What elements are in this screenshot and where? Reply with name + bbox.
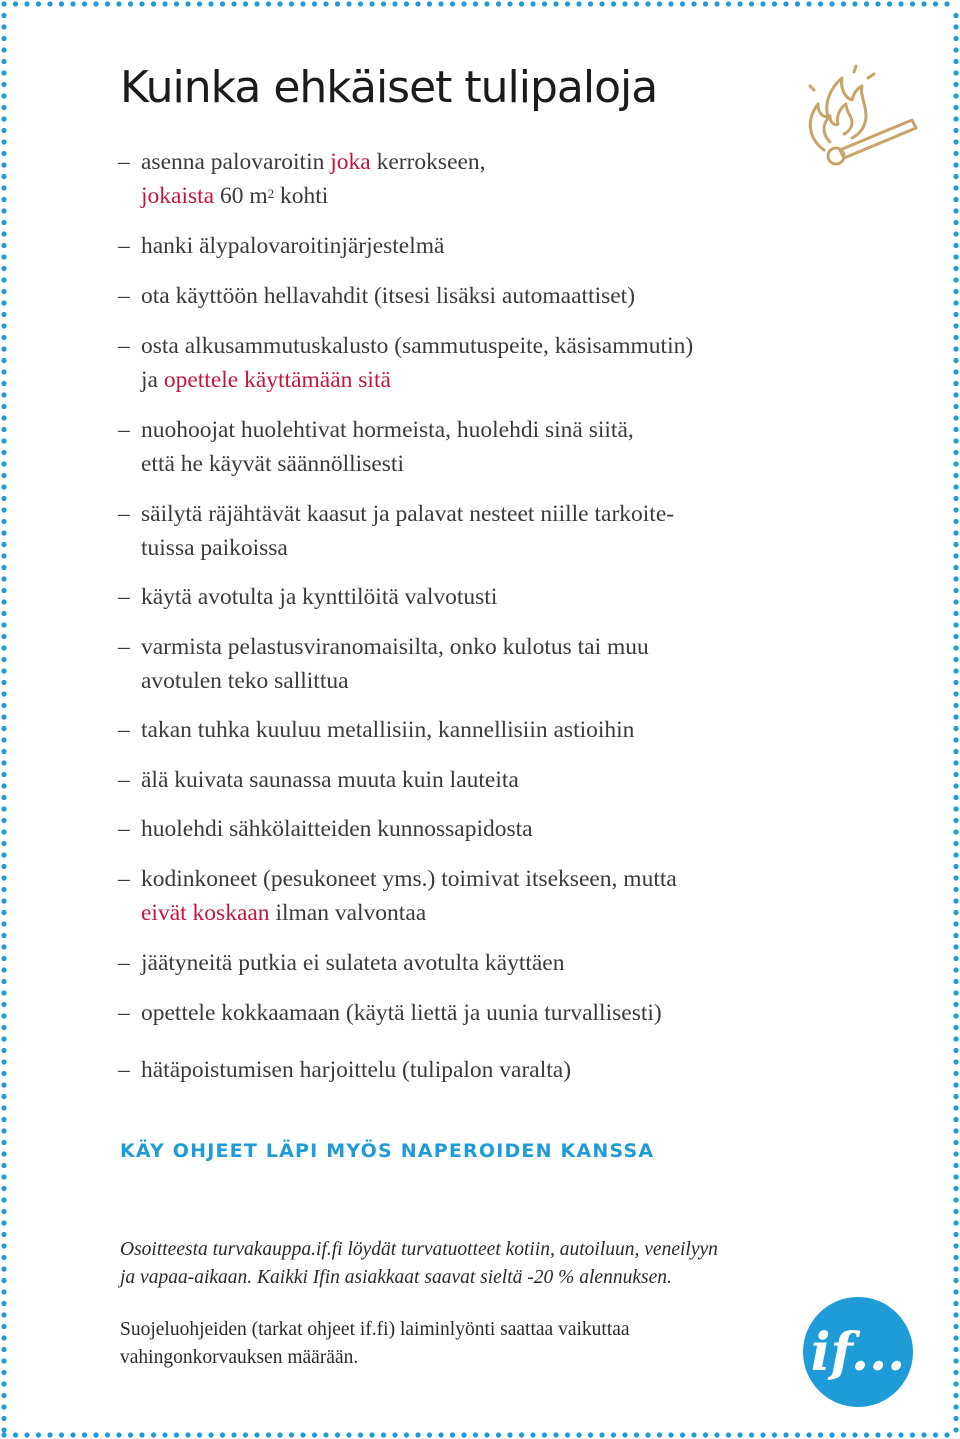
list-item-text: hätäpoistumisen harjoittelu (tulipalon varalta) [141,1057,572,1083]
list-item [118,229,818,263]
disclaimer [120,1316,800,1372]
list-item [118,713,818,747]
list-item-text: käytä avotulta ja kynttilöitä valvotusti [141,584,498,610]
list-dash: – [118,501,130,527]
list-dash: – [118,767,130,793]
list-item-text: takan tuhka kuuluu metallisiin, kannellisiin astioihin [141,717,635,743]
list-item-text: avotulen teko sallittua [141,668,349,694]
list-item-text: älä kuivata saunassa muuta kuin lauteita [141,767,519,793]
list-item-text: varmista pelastusviranomaisilta, onko kulotus tai muu [141,634,649,660]
subheading: KÄY OHJEET LÄPI MYÖS NAPEROIDEN KANSSA [120,1140,655,1162]
list-item [118,996,818,1030]
list-item [118,946,818,980]
list-dash: – [118,1000,130,1026]
superscript: 2 [267,186,275,201]
list-item [118,580,818,614]
list-dash: – [118,149,130,175]
disclaimer-line: vahingonkorvauksen määrään. [120,1347,359,1368]
logo-text: if... [810,1322,906,1383]
list-dash: – [118,417,130,443]
list-item: – asenna palovaroitin joka kerrokseen, jokaista 60 $m^2$ kohti [118,145,818,213]
list-item-text: säilytä räjähtävät kaasut ja palavat nesteet niille tarkoite- [141,501,675,527]
list-item [118,763,818,797]
list-dash: – [118,283,130,309]
list-dash: – [118,634,130,660]
list-item [118,279,818,313]
highlight-text: joka [330,149,371,175]
list-item-text: kodinkoneet (pesukoneet yms.) toimivat itsekseen, mutta [141,866,677,892]
list-dash: – [118,950,130,976]
list-dash: – [118,233,130,259]
list-item-text: tuissa paikoissa [141,535,288,561]
list-item [118,413,818,481]
list-dash: – [118,717,130,743]
list-item: – kodinkoneet (pesukoneet yms.) toimivat itsekseen, mutta eivät koskaan ilman valvontaa [118,862,818,930]
list-dash: – [118,1057,130,1083]
list-item-text: että he käyvät säännöllisesti [141,451,404,477]
list-item [118,812,818,846]
list-item-text: huolehdi sähkölaitteiden kunnossapidosta [141,816,533,842]
list-item-text: osta alkusammutuskalusto (sammutuspeite, käsisammutin) [141,333,694,359]
list-item [118,630,818,698]
list-item-text: nuohoojat huolehtivat hormeista, huolehdi sinä siitä, [141,417,634,443]
list-item-text: hanki älypalovaroitinjärjestelmä [141,233,445,259]
note-line: ja vapaa-aikaan. Kaikki Ifin asiakkaat saavat sieltä -20 % alennuksen. [120,1267,672,1288]
highlight-text: opettele käyttämään sitä [163,367,391,393]
list-item-text: opettele kokkaamaan (käytä liettä ja uunia turvallisesti) [141,1000,662,1026]
disclaimer-line: Suojeluohjeiden (tarkat ohjeet if.fi) laiminlyönti saattaa vaikuttaa [120,1319,630,1340]
if-logo [802,1296,914,1408]
list-item [118,1053,818,1087]
list-item-text: jäätyneitä putkia ei sulateta avotulta käyttäen [141,950,565,976]
shop-note [120,1236,820,1292]
highlight-text: jokaista [141,183,215,209]
list-dash: – [118,816,130,842]
list-dash: – [118,584,130,610]
list-item [118,497,818,565]
highlight-text: eivät koskaan [141,900,270,926]
list-dash: – [118,333,130,359]
list-dash: – [118,866,130,892]
list-item-text: ota käyttöön hellavahdit (itsesi lisäksi automaattiset) [141,283,636,309]
page-title: Kuinka ehkäiset tulipaloja [120,62,658,113]
list-item: – osta alkusammutuskalusto (sammutuspeite, käsisammutin) ja opettele käyttämään sitä [118,329,818,397]
note-line: Osoitteesta turvakauppa.if.fi löydät turvatuotteet kotiin, autoiluun, veneilyyn [120,1239,718,1260]
